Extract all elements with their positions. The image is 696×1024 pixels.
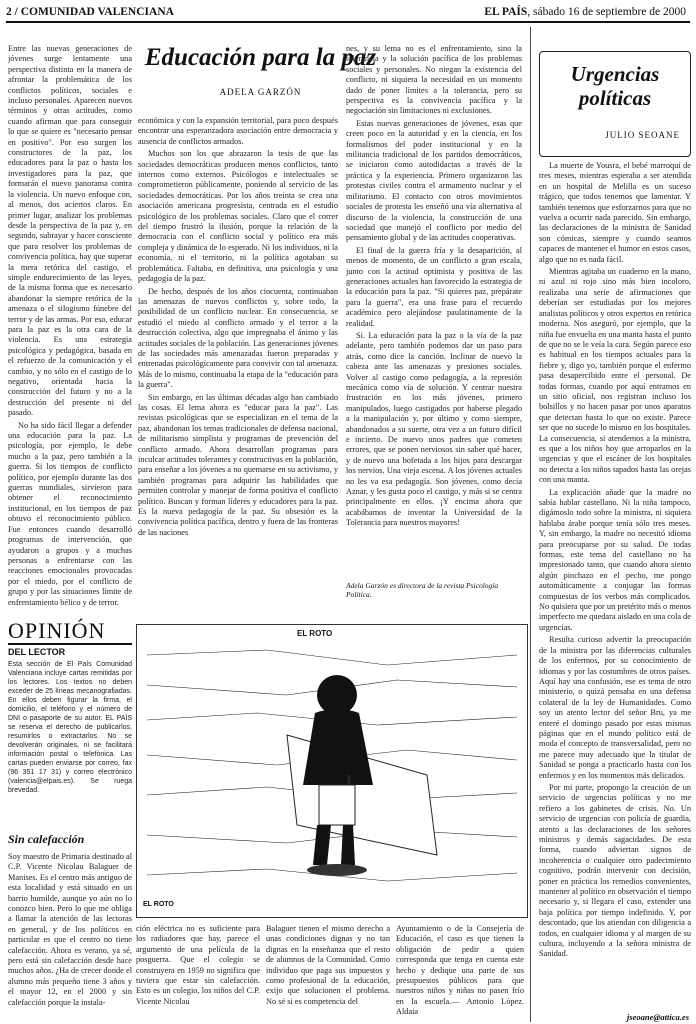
letter-column-4: [396, 924, 524, 1022]
article-paragraph: El final de la guerra fría y la desaparición, al menos de momento, de un conflicto a gran escala, junto con la actitud optimista y positiva de las generaciones actuales han favorecido la estrategia de la educación para la paz. "Si quieres paz, prepárate para la guerra", era una frase para el recuerdo académico pero alejándose paulatinamente de la realidad.: [346, 245, 522, 328]
article-paragraph: nes, y su lema no es el enfrentamiento, sino la tolerancia y la solución pacífica de los problemas sociales y personales. No niegan la existencia del conflicto, ni siquiera la necesidad en un momento dado de poner límites a la tolerancia, pero su perspectiva es la convivencia pacífica y la negociación sin limitaciones ni exclusiones.: [346, 44, 522, 116]
cartoon-signature-bottom: EL ROTO: [143, 901, 174, 908]
letter-paragraph: Ayuntamiento o de la Consejería de Educación, el caso es que tienen la obligación de pedir a quien corresponda que tenga en cuenta este hecho y dedique una parte de sus presupuestos públicos para que nuestros niños y niñas no pasen frío en la escuela.— Antonio López. Aldaia: [396, 924, 524, 1017]
section-label: 2 / COMUNIDAD VALENCIANA: [6, 6, 174, 18]
article-title: Educación para la paz: [144, 44, 377, 71]
article-paragraph: Sí. La educación para la paz o la vía de la paz adelante, pero también podemos dar un paso para atrás, como dice la canción. Inclinar de nuevo la cabeza ante las amenazas y presiones sociales. Volver al castigo como pedagogía, a la represión mecánica como vía de solución. Y centrar nuestra frustración en los más jóvenes, primero manipulados, luego castigados por haberse plegado a la manipulación y, por último y como siempre, abandonados a su suerte, otra vez a un futuro difícil e incierto. De nuevo unos padres que cometen errores, que se ponen nerviosos sin saber qué hacer, y de nuevo una bofetada a los hijos para descargar los nervios. Una vieja escena. A los jóvenes actuales no les va esa pedagogía. Son jóvenes, como decía Aznar, y les gusta poco el castigo, y más si se centra principalmente en ellos. ¡Y encima ahora que acabábamos de inventar la Universidad de la Tolerancia para nuestros mayores!: [346, 330, 522, 528]
cartoon-drawing: [137, 625, 525, 915]
masthead-date: [484, 6, 686, 18]
article-paragraph: Estas nuevas generaciones de jóvenes, esas que creen poco en la autoridad y en la ciencia, en los formalismos del poder institucional y en la militancia tradicional de los partidos democráticos, se iniciaron como autodidactas a través de la práctica y la experiencia. Primero organizaron las protestas civiles contra el armamento nuclear y el militarismo. El contacto con otros movimientos sociales de protesta les enseñó una vía alternativa al discurso de la violencia, la construcción de una sociedad que manejó el conflicto por medio del pensamiento global y de las actitudes cooperativas.: [346, 118, 522, 243]
newspaper-name: EL PAÍS: [484, 6, 528, 18]
sidebar-paragraph: La explicación añade que la madre no sabía hablar castellano. Ni la niña tampoco, digámoslo todo sobre la ministra, ni siquiera hablaba árabe porque tenía sólo tres meses. Y, sin embargo, la madre no necesitó idioma para preocuparse por su salud. De todas formas, este tema del castellano no ha impresionado tanto, que cuando ahora siento algún pinchazo en el pecho, me pongo automáticamente a conjugar las formas compuestas de los verbos más complicados. No quisiera que por un pretérito más o menos imperfecto me quedara aislado en una cola de urgencias.: [539, 487, 691, 632]
sidebar-title-box: [539, 51, 691, 157]
page-header: [6, 6, 690, 22]
issue-date: , sábado 16 de septiembre de 2000: [527, 6, 686, 18]
article-paragraph: Muchos son los que abrazaron la tesis de que las sociedades democráticas producen menos conflictos, tanto internos como externos. Psicólogos e intelectuales se comprometieron públicamente, poniendo al servicio de las sociedades democráticas. Por los años treinta se crea una asociación americana progresista, centrada en el estudio psicológico de los problemas sociales. Claro que el correr del tiempo frustró la ilusión, porque la relación de la democracia con el conflicto social y político era más compleja y dinámica de lo esperado. Ni los individuos, ni la economía, ni el territorio, ni la política agotaban su problemática. Faltaba, en definitiva, una psicología y una pedagogía de la paz.: [138, 149, 338, 284]
letter-paragraph: Soy maestro de Primaria destinado al C.P. Vicente Nicolau Balaguer de Manises. Es el centro más antiguo de esta localidad y está situado en un barrio humilde, aunque yo aún no lo conozco bien. Pero lo que me obliga a llamar la atención de las lectoras en general, y de los políticos en particular es que el centro no tiene calefacción. Ahora es verano, ya sé, pero está sin calefacción desde hace muchos años. ¿Ha de crecer donde el alumno más pequeño tiene 3 años y el mayor 12, en el 2000 y sin calefacción porque la instala-: [8, 852, 132, 1007]
article-paragraph: De hecho, después de los años cincuenta, continuaban las amenazas de nuevos conflictos y, sobre todo, la posibilidad de un conflicto nuclear. En consecuencia, se estudió el miedo al conflicto armado y el terror a la destrucción colectiva, algo que impregnaba el ánimo y las actitudes sociales de la población. Las generaciones jóvenes de las sociedades más amenazadas fueron preparadas y entrenadas psicológicamente para convivir con tal amenaza. Más de lo mismo, continuaba la etapa de la "educación para la guerra".: [138, 286, 338, 390]
letter-paragraph: Balaguer tienen el mismo derecho a unas condiciones dignas y no tan dignas en la enseñanza que el resto de alumnos de la Comunidad. Como individuo que paga sus impuestos y como profesional de la educación, exijo que solucionen el problema. No sé si es competencia del: [266, 924, 390, 1006]
sidebar-body: [539, 161, 691, 1019]
sidebar-paragraph: Por mi parte, propongo la creación de un servicio de urgencias políticas y no me refiero a los gabinetes de crisis. No. Un servicio de urgencias con policía de guardia, atento a las declaraciones de los señores ministros y demás sagacidades. De esta forma, cuando adviertan signos de incoherencia o cualquier otro padecimiento cognitivo, podrán intervenir con decisión, poner en práctica los remedios convenientes, mantener al político en observación el tiempo necesario y, si llegara el caso, extender una baja política por tiempo indefinido. Y, por descontado, que los atiendan con diligencia a todos, en cualquier idioma y al margen de su cultura, incluyendo a la señora ministra de Sanidad.: [539, 782, 691, 959]
opinion-info: Esta sección de El País Comunidad Valenciana incluye cartas remitidas por los lectores. Los textos no deben exceder de 25 líneas mecanografiadas. En ellos deben figurar la firma, el domicilio, el teléfono y el número de DNI o pasaporte de su autor. EL PAÍS se reserva el derecho de publicarlos, resumirlos o extractarlos. No se devolverán originales, ni se facilitará información postal o telefónica. Las cartas pueden enviarse por correo, fax (96 351 17 31) y correo electrónico (valencia@elpais.es). Se ruega brevedad.: [8, 661, 132, 794]
article-paragraph: Sin embargo, en las últimas décadas algo han cambiado las cosas. El lema ahora es "educar para la paz". Las revistas psicológicas que se especializan en el tema de la paz, abandonan los temas tradicionales de defensa nacional, de militarismo simplista y programas de prevención del conflicto armado. Ahora desarrollan programas para inculcar actitudes tolerantes y constructivas en la población, para enseñar a los jóvenes a no quemarse en su activismo, y también programas para adquirir las habilidades que permiten controlar y manejar de forma positiva el conflicto político. Buscan y forman líderes y educadores para la paz. Es la nueva pedagogía de la paz. Su obsesión es la convivencia política pacífica, dentro y fuera de las fronteras de las naciones: [138, 392, 338, 537]
article-paragraph: económica y con la expansión territorial, para poco después encontrar una esperanzadora asociación entre democracia y ausencia de conflictos armados.: [138, 116, 338, 146]
sidebar-title: Urgencias políticas: [570, 62, 660, 110]
article-column-1: [8, 44, 132, 610]
letter-paragraph: ción eléctrica no es suficiente para los radiadores que hay, parece el argumento de una película de la posguerra. Que el colegio se construyera en 1959 no significa que tuviera que estar sin calefacción. Esto es un colegio, los niños del C.P. Vicente Nicolau: [136, 924, 260, 1006]
header-rule: [6, 21, 690, 23]
article-byline: ADELA GARZÓN: [219, 87, 302, 97]
letter-column-1: [8, 852, 132, 1022]
sidebar-paragraph: La muerte de Yousra, el bebé marroquí de tres meses, mientras esperaba a ser atendida en un hospital de Melilla es un suceso trágico, que todos tenemos que lamentar. Y también tenemos que esforzarnos para que no vuelva a ocurrir nada parecido. Sin embargo, las declaraciones de la ministra de Sanidad son cómicas, siempre y cuando seamos capaces de mantener el humor en estos casos, algo que no es nada fácil.: [539, 161, 691, 264]
article-paragraph: Entre las nuevas generaciones de jóvenes surge lentamente una perspectiva distinta en la manera de afrontar la problemática de los conflictos políticos, sociales e incluso personales. Aparecen nuevos términos y otras actitudes, como cuando afirman que para conseguir lo que se quiere es "necesario pensar en positivo". Por eso surgen los constructores de la paz, los educadores para la paz o hasta los investigadores para la paz, que formarán el nuevo panorama contra la violencia. Un nuevo enfoque con, al menos, dos aciertos claros. En primer lugar, analizar los problemas desde la perspectiva de la paz y, en segundo, subrayar y hacer consciente que para resolver los problemas de convivencia política, hay que superar la mera retórica del castigo, el simple endurecimiento de las leyes, de la misma forma que es necesario abandonar la siempre retórica de la amenaza o el silogismo fúnebre del terror y de las armas. Por eso, educar para la paz es la otra cara de la violencia. Es una estrategia psicológica y pedagógica, basada en el refuerzo de la comunicación y el cambio, y no sólo en el castigo de lo negativo, orientada hacia la construcción del futuro y no a la destrucción del presente ni del pasado.: [8, 44, 132, 418]
sidebar-email[interactable]: jseoane@attica.es: [626, 1012, 689, 1022]
sidebar-column: [530, 27, 693, 1022]
article-column-2: [138, 116, 338, 610]
sidebar-author: JULIO SEOANE: [605, 130, 680, 140]
article-paragraph: No ha sido fácil llegar a defender una educación para la paz. La psicología, por ejemplo, le debe mucho a la paz, pero también a la guerra. Si los tiempos de conflicto político, por ejemplo durante las dos guerras mundiales, sirvieron para obtener el reconocimiento institucional, en los tiempos de paz obtuvo el reconocimiento público. Fue entonces cuando desarrolló programas de intervención, que ayudaron a grupos y a muchas personas a enfrentarse con las reacciones emocionales provocadas por el miedo, por el conflicto de grupo y por las situaciones límite de enfrentamiento bélico y de terror.: [8, 420, 132, 607]
author-bio: Adela Garzón es directora de la revista Psicología Política.: [346, 581, 499, 599]
opinion-heading: OPINIÓN: [8, 618, 106, 643]
opinion-subheading: DEL LECTOR: [8, 643, 132, 657]
letter-title: Sin calefacción: [8, 832, 85, 846]
cartoon: [136, 624, 528, 918]
letter-column-3: [266, 924, 390, 1022]
cartoon-signature: EL ROTO: [297, 629, 333, 638]
letter-column-2: [136, 924, 260, 1022]
sidebar-paragraph: Resulta curioso advertir la preocupación de la ministra por las diferencias culturales de los enfermos, por su conocimiento de idiomas y por las costumbres de otros países. Aquí hay una confusión, ese es tema de otro ministerio, o quizá pensaba en una defensa colateral de la ley de Humanidades. Como soy un atento lector del señor Bru, ya me enteré el domingo pasado por estas mismas páginas que en el mundo político está de moda el concepto de transversalidad, pero no me parece muy adecuado que la titular de Sanidad se ponga a practicarlo hasta con los enfermos y en los momentos más delicados.: [539, 635, 691, 780]
article-column-3: [346, 44, 522, 576]
sidebar-paragraph: Mientras agitaba un cuaderno en la mano, ni azul ni rojo sino más bien incoloro, realizaba una serie de afirmaciones que deberían ser estudiadas por los mejores analistas políticos y otros expertos en retórica moderna. Nos aseguró, por ejemplo, que la niña fue envuelta en una manta hasta el punto de que no se le veía la cara. Según parece eso es habitual en los tiempos actuales para la fiebre y, digo yo, también porque el enfermo pasa desapercibido entre el personal. De todas formas, cuando por aquí entramos en un sitio oficial, nos registran incluso los bolsillos y no hacen pasar por unos aparatos que detectan hasta lo que no existe. Parece ser que no sucede lo mismo en los hospitales. La consecuencia, si atendemos a la ministra, es que a los niños hoy que arroparlos en la urgencias y que el escáner de los hospitales no detecta a los niños tapados hasta las orejas con una manta.: [539, 267, 691, 485]
